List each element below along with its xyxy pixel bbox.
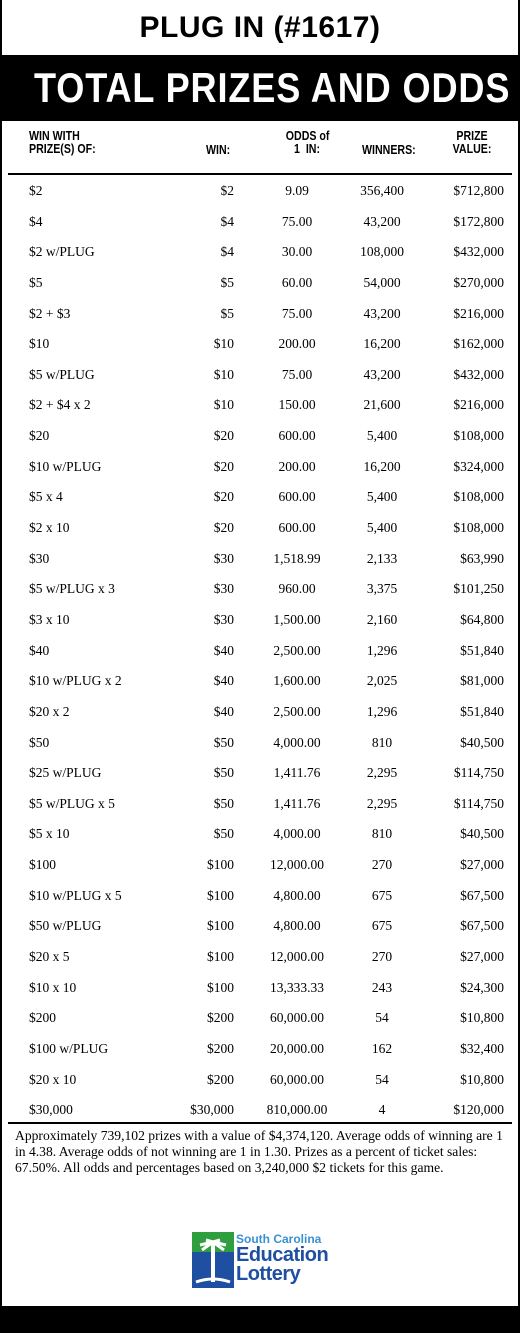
prize-desc-cell: $4 bbox=[29, 213, 43, 229]
win-cell: $100 bbox=[207, 949, 234, 965]
winners-cell: 5,400 bbox=[366, 520, 398, 536]
prize-value-cell: $101,250 bbox=[453, 581, 504, 597]
prize-value-cell: $172,800 bbox=[453, 213, 504, 229]
prize-desc-cell: $20 bbox=[29, 428, 50, 444]
prize-value-cell: $10,800 bbox=[460, 1071, 504, 1087]
winners-cell: 2,295 bbox=[366, 765, 398, 781]
win-cell: $2 bbox=[220, 183, 234, 198]
prize-desc-cell: $3 x 10 bbox=[29, 611, 70, 627]
winners-cell: 16,200 bbox=[363, 336, 401, 352]
prize-desc-cell: $2 + $4 x 2 bbox=[29, 397, 91, 413]
odds-cell: 200.00 bbox=[278, 458, 316, 474]
winners-cell: 5,400 bbox=[366, 489, 398, 505]
prize-value-cell: $712,800 bbox=[453, 183, 504, 198]
win-cell: $4 bbox=[220, 244, 234, 260]
odds-cell: 150.00 bbox=[278, 397, 316, 413]
prize-desc-cell: $30 bbox=[29, 550, 50, 566]
odds-cell: 60.00 bbox=[281, 274, 313, 290]
winners-cell: 810 bbox=[371, 734, 393, 750]
win-cell: $50 bbox=[213, 795, 234, 811]
odds-cell: 12,000.00 bbox=[270, 949, 324, 965]
prize-desc-cell: $5 x 10 bbox=[29, 826, 70, 842]
prize-table bbox=[2, 175, 518, 1138]
prize-value-cell: $27,000 bbox=[460, 857, 504, 873]
odds-cell: 2,500.00 bbox=[273, 703, 321, 719]
odds-cell: 60,000.00 bbox=[270, 1071, 324, 1087]
winners-cell: 270 bbox=[371, 949, 393, 965]
prize-value-cell: $81,000 bbox=[460, 673, 504, 689]
sc-education-lottery-logo bbox=[192, 1232, 352, 1292]
win-cell: $30,000 bbox=[190, 1102, 234, 1118]
footer-rule bbox=[8, 1122, 512, 1124]
odds-footnote: Approximately 739,102 prizes with a value of $4,374,120. Average odds of winning are 1 in 4.38. Average odds of not winning are 1 in 1.30. Prizes as a percent of ticket sales: 67.50%. All odds and percentages based on 3,240,000 $2 tickets for this game. bbox=[15, 1128, 503, 1175]
prize-desc-cell: $2 x 10 bbox=[29, 520, 70, 536]
winners-cell: 54 bbox=[375, 1010, 389, 1026]
odds-cell: 30.00 bbox=[281, 244, 313, 260]
prize-desc-cell: $5 x 4 bbox=[29, 489, 63, 505]
prize-desc-cell: $200 bbox=[29, 1010, 56, 1026]
odds-cell: 600.00 bbox=[278, 489, 316, 505]
win-cell: $200 bbox=[207, 1010, 234, 1026]
winners-cell: 675 bbox=[371, 918, 393, 934]
winners-cell: 3,375 bbox=[366, 581, 398, 597]
prize-desc-cell: $100 bbox=[29, 857, 56, 873]
odds-cell: 13,333.33 bbox=[270, 979, 324, 995]
odds-cell: 20,000.00 bbox=[270, 1040, 324, 1056]
win-cell: $40 bbox=[213, 642, 234, 658]
win-cell: $100 bbox=[207, 918, 234, 934]
odds-cell: 1,500.00 bbox=[273, 611, 321, 627]
prize-value-cell: $40,500 bbox=[460, 734, 504, 750]
prize-value-cell: $216,000 bbox=[453, 305, 504, 321]
odds-cell: 600.00 bbox=[278, 520, 316, 536]
prize-desc-cell: $5 w/PLUG bbox=[29, 366, 95, 382]
win-cell: $50 bbox=[213, 765, 234, 781]
prize-desc-cell: $2 bbox=[29, 183, 43, 198]
prize-desc-cell: $30,000 bbox=[29, 1102, 73, 1118]
win-cell: $30 bbox=[213, 611, 234, 627]
win-cell: $50 bbox=[213, 826, 234, 842]
game-title: PLUG IN (#1617) bbox=[139, 10, 381, 44]
prize-value-cell: $63,990 bbox=[460, 550, 504, 566]
winners-cell: 43,200 bbox=[363, 213, 401, 229]
prize-desc-cell: $10 w/PLUG bbox=[29, 458, 102, 474]
winners-cell: 1,296 bbox=[366, 703, 398, 719]
prize-desc-cell: $25 w/PLUG bbox=[29, 765, 102, 781]
prize-desc-cell: $2 w/PLUG bbox=[29, 244, 95, 260]
prize-desc-cell: $5 w/PLUG x 5 bbox=[29, 795, 115, 811]
header-prize-value bbox=[447, 130, 498, 156]
palmetto-tree-icon bbox=[192, 1232, 234, 1288]
prize-value-cell: $51,840 bbox=[460, 642, 504, 658]
footer-bar bbox=[2, 1306, 518, 1333]
odds-cell: 810,000.00 bbox=[266, 1102, 328, 1118]
winners-cell: 21,600 bbox=[363, 397, 401, 413]
odds-cell: 4,800.00 bbox=[273, 887, 321, 903]
winners-cell: 270 bbox=[371, 857, 393, 873]
prize-value-cell: $216,000 bbox=[453, 397, 504, 413]
prize-desc-cell: $50 bbox=[29, 734, 50, 750]
prize-value-cell: $67,500 bbox=[460, 918, 504, 934]
odds-cell: 200.00 bbox=[278, 336, 316, 352]
winners-cell: 54,000 bbox=[363, 274, 401, 290]
win-cell: $200 bbox=[207, 1040, 234, 1056]
prize-value-cell: $270,000 bbox=[453, 274, 504, 290]
win-cell: $40 bbox=[213, 703, 234, 719]
odds-cell: 12,000.00 bbox=[270, 857, 324, 873]
prize-value-cell: $324,000 bbox=[453, 458, 504, 474]
win-cell: $20 bbox=[213, 458, 234, 474]
win-cell: $20 bbox=[213, 428, 234, 444]
odds-cell: 960.00 bbox=[278, 581, 316, 597]
banner-text: TOTAL PRIZES AND ODDS bbox=[34, 64, 511, 111]
prize-value-cell: $120,000 bbox=[453, 1102, 504, 1118]
header-prize-desc-line1: WIN WITH bbox=[29, 129, 80, 143]
prize-value-cell: $108,000 bbox=[453, 428, 504, 444]
win-cell: $10 bbox=[213, 366, 234, 382]
winners-cell: 16,200 bbox=[363, 458, 401, 474]
odds-cell: 75.00 bbox=[281, 366, 313, 382]
odds-cell: 1,411.76 bbox=[273, 795, 321, 811]
header-odds-line1: ODDS of bbox=[285, 129, 330, 143]
prize-value-cell: $64,800 bbox=[460, 611, 504, 627]
winners-cell: 54 bbox=[375, 1071, 389, 1087]
win-cell: $5 bbox=[220, 274, 234, 290]
prize-desc-cell: $100 w/PLUG bbox=[29, 1040, 109, 1056]
winners-cell: 356,400 bbox=[360, 183, 404, 198]
win-cell: $10 bbox=[213, 397, 234, 413]
odds-cell: 9.09 bbox=[285, 183, 309, 198]
odds-cell: 1,518.99 bbox=[273, 550, 321, 566]
header-winners: WINNERS: bbox=[362, 143, 416, 157]
prize-desc-cell: $50 w/PLUG bbox=[29, 918, 102, 934]
win-cell: $30 bbox=[213, 581, 234, 597]
prize-value-cell: $27,000 bbox=[460, 949, 504, 965]
header-odds-line2: 1 IN: bbox=[294, 142, 320, 156]
prize-desc-cell: $20 x 5 bbox=[29, 949, 70, 965]
table-header bbox=[2, 121, 518, 173]
winners-cell: 43,200 bbox=[363, 366, 401, 382]
prize-value-cell: $108,000 bbox=[453, 520, 504, 536]
header-win: WIN: bbox=[206, 143, 231, 157]
winners-cell: 43,200 bbox=[363, 305, 401, 321]
win-cell: $30 bbox=[213, 550, 234, 566]
winners-cell: 2,295 bbox=[366, 795, 398, 811]
prize-value-cell: $108,000 bbox=[453, 489, 504, 505]
prize-value-cell: $40,500 bbox=[460, 826, 504, 842]
prize-value-cell: $114,750 bbox=[453, 795, 504, 811]
prize-value-cell: $10,800 bbox=[460, 1010, 504, 1026]
prize-desc-cell: $10 w/PLUG x 5 bbox=[29, 887, 122, 903]
prize-desc-cell: $10 x 10 bbox=[29, 979, 77, 995]
prize-value-cell: $432,000 bbox=[453, 244, 504, 260]
prize-value-cell: $24,300 bbox=[460, 979, 504, 995]
prize-desc-cell: $40 bbox=[29, 642, 50, 658]
odds-cell: 4,800.00 bbox=[273, 918, 321, 934]
odds-cell: 4,000.00 bbox=[273, 734, 321, 750]
winners-cell: 2,133 bbox=[366, 550, 398, 566]
logo-line-lottery: Lottery bbox=[236, 1263, 301, 1285]
win-cell: $20 bbox=[213, 520, 234, 536]
prize-value-cell: $114,750 bbox=[453, 765, 504, 781]
win-cell: $20 bbox=[213, 489, 234, 505]
winners-cell: 162 bbox=[371, 1040, 393, 1056]
win-cell: $100 bbox=[207, 979, 234, 995]
prize-desc-cell: $2 + $3 bbox=[29, 305, 71, 321]
prize-value-cell: $32,400 bbox=[460, 1040, 504, 1056]
win-cell: $50 bbox=[213, 734, 234, 750]
odds-cell: 2,500.00 bbox=[273, 642, 321, 658]
winners-cell: 2,025 bbox=[366, 673, 398, 689]
win-cell: $4 bbox=[220, 213, 234, 229]
odds-cell: 1,411.76 bbox=[273, 765, 321, 781]
prize-desc-cell: $5 bbox=[29, 274, 43, 290]
logo-line-state: South Carolina bbox=[236, 1232, 322, 1246]
win-cell: $100 bbox=[207, 857, 234, 873]
odds-cell: 60,000.00 bbox=[270, 1010, 324, 1026]
win-cell: $100 bbox=[207, 887, 234, 903]
winners-cell: 108,000 bbox=[360, 244, 404, 260]
prize-value-cell: $67,500 bbox=[460, 887, 504, 903]
prize-value-cell: $432,000 bbox=[453, 366, 504, 382]
logo-line-education: Education bbox=[236, 1244, 329, 1266]
win-cell: $5 bbox=[220, 305, 234, 321]
prize-desc-cell: $20 x 10 bbox=[29, 1071, 77, 1087]
prize-desc-cell: $10 bbox=[29, 336, 50, 352]
prize-value-cell: $162,000 bbox=[453, 336, 504, 352]
winners-cell: 675 bbox=[371, 887, 393, 903]
winners-cell: 2,160 bbox=[366, 611, 398, 627]
header-prize-value-line2: VALUE: bbox=[452, 142, 492, 156]
odds-cell: 600.00 bbox=[278, 428, 316, 444]
prize-value-cell: $51,840 bbox=[460, 703, 504, 719]
winners-cell: 4 bbox=[378, 1102, 386, 1118]
prize-desc-cell: $20 x 2 bbox=[29, 703, 70, 719]
header-prize-desc-line2: PRIZE(S) OF: bbox=[29, 142, 96, 156]
odds-cell: 1,600.00 bbox=[273, 673, 321, 689]
header-prize-desc bbox=[29, 130, 96, 156]
prize-desc-cell: $10 w/PLUG x 2 bbox=[29, 673, 122, 689]
prize-desc-cell: $5 w/PLUG x 3 bbox=[29, 581, 115, 597]
section-banner bbox=[2, 55, 518, 121]
header-prize-value-line1: PRIZE bbox=[456, 129, 488, 143]
winners-cell: 1,296 bbox=[366, 642, 398, 658]
win-cell: $200 bbox=[207, 1071, 234, 1087]
odds-cell: 4,000.00 bbox=[273, 826, 321, 842]
winners-cell: 243 bbox=[371, 979, 393, 995]
odds-cell: 75.00 bbox=[281, 305, 313, 321]
header-odds bbox=[286, 130, 329, 156]
winners-cell: 810 bbox=[371, 826, 393, 842]
odds-cell: 75.00 bbox=[281, 213, 313, 229]
win-cell: $10 bbox=[213, 336, 234, 352]
win-cell: $40 bbox=[213, 673, 234, 689]
winners-cell: 5,400 bbox=[366, 428, 398, 444]
